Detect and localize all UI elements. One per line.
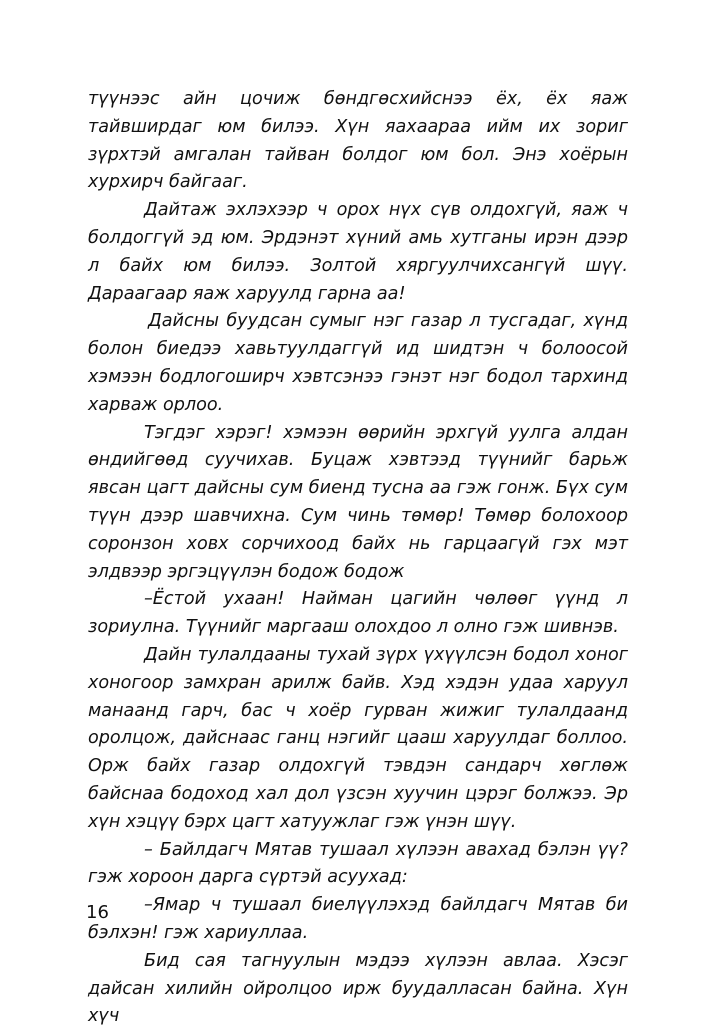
- paragraph: Дайтаж эхлэхээр ч орох нүх сүв олдохгүй, яаж ч болдоггүй эд юм. Эрдэнэт хүний амь хутганы ирэн дээр л байх юм билээ. Золтой хяргуулчихсангүй шүү. Дараагаар яаж харуулд гарна аа!: [88, 200, 628, 304]
- paragraph: Дайн тулалдааны тухай зүрх үхүүлсэн бодол хоног хоногоор замхран арилж байв. Хэд хэдэн удаа харуул манаанд гарч, бас ч хоёр гурван жижиг тулалдаанд оролцож, дайснаас ганц нэгийг цааш харуулдаг боллоо. Орж байх газар олдохгүй тэвдэн сандарч хөглөж байснаа бодоход хал дол үзсэн хуучин цэрэг болжээ. Эр хүн хэцүү бэрх цагт хатуужлаг гэж үнэн шүү.: [88, 644, 628, 832]
- paragraph: Дайсны буудсан сумыг нэг газар л тусгадаг, хүнд болон биедээ хавьтуулдаггүй ид шидтэн ч болоосой хэмээн бодлогоширч хэвтсэнээ гэнэт нэг бодол тархинд харваж орлоо.: [88, 311, 628, 415]
- paragraph: түүнээс айн цочиж бөндгөсхийснээ ёх, ёх яаж тайвширдаг юм билээ. Хүн яахаараа ийм их зориг зүрхтэй амгалан тайван болдог юм бол. Энэ хоёрын хурхирч байгааг.: [88, 89, 628, 193]
- page-number: 16: [86, 902, 109, 923]
- body-text: [88, 86, 628, 1031]
- paragraph: – Байлдагч Мятав тушаал хүлээн авахад бэлэн үү? гэж хороон дарга сүртэй асуухад:: [88, 839, 628, 888]
- paragraph: –Ямар ч тушаал биелүүлэхэд байлдагч Мятав би бэлхэн! гэж хариуллаа.: [88, 895, 628, 943]
- paragraph: Бид сая тагнуулын мэдээ хүлээн авлаа. Хэсэг дайсан хилийн ойролцоо ирж буудалласан байна. Хүн хүч: [88, 950, 628, 1027]
- paragraph: Тэгдэг хэрэг! хэмээн өөрийн эрхгүй уулга алдан өндийгөөд суучихав. Буцаж хэвтээд түүнийг барьж явсан цагт дайсны сум биенд тусна аа гэж гонж. Бүх сум түүн дээр шавчихна. Сум чинь төмөр! Төмөр болохоор соронзон ховх сорчихоод байх нь гарцаагүй гэх мэт элдвээр эргэцүүлэн бодож бодож: [88, 422, 628, 582]
- paragraph: –Ёстой ухаан! Найман цагийн чөлөөг үүнд л зориулна. Түүнийг маргааш олохдоо л олно гэж шивнэв.: [88, 589, 628, 638]
